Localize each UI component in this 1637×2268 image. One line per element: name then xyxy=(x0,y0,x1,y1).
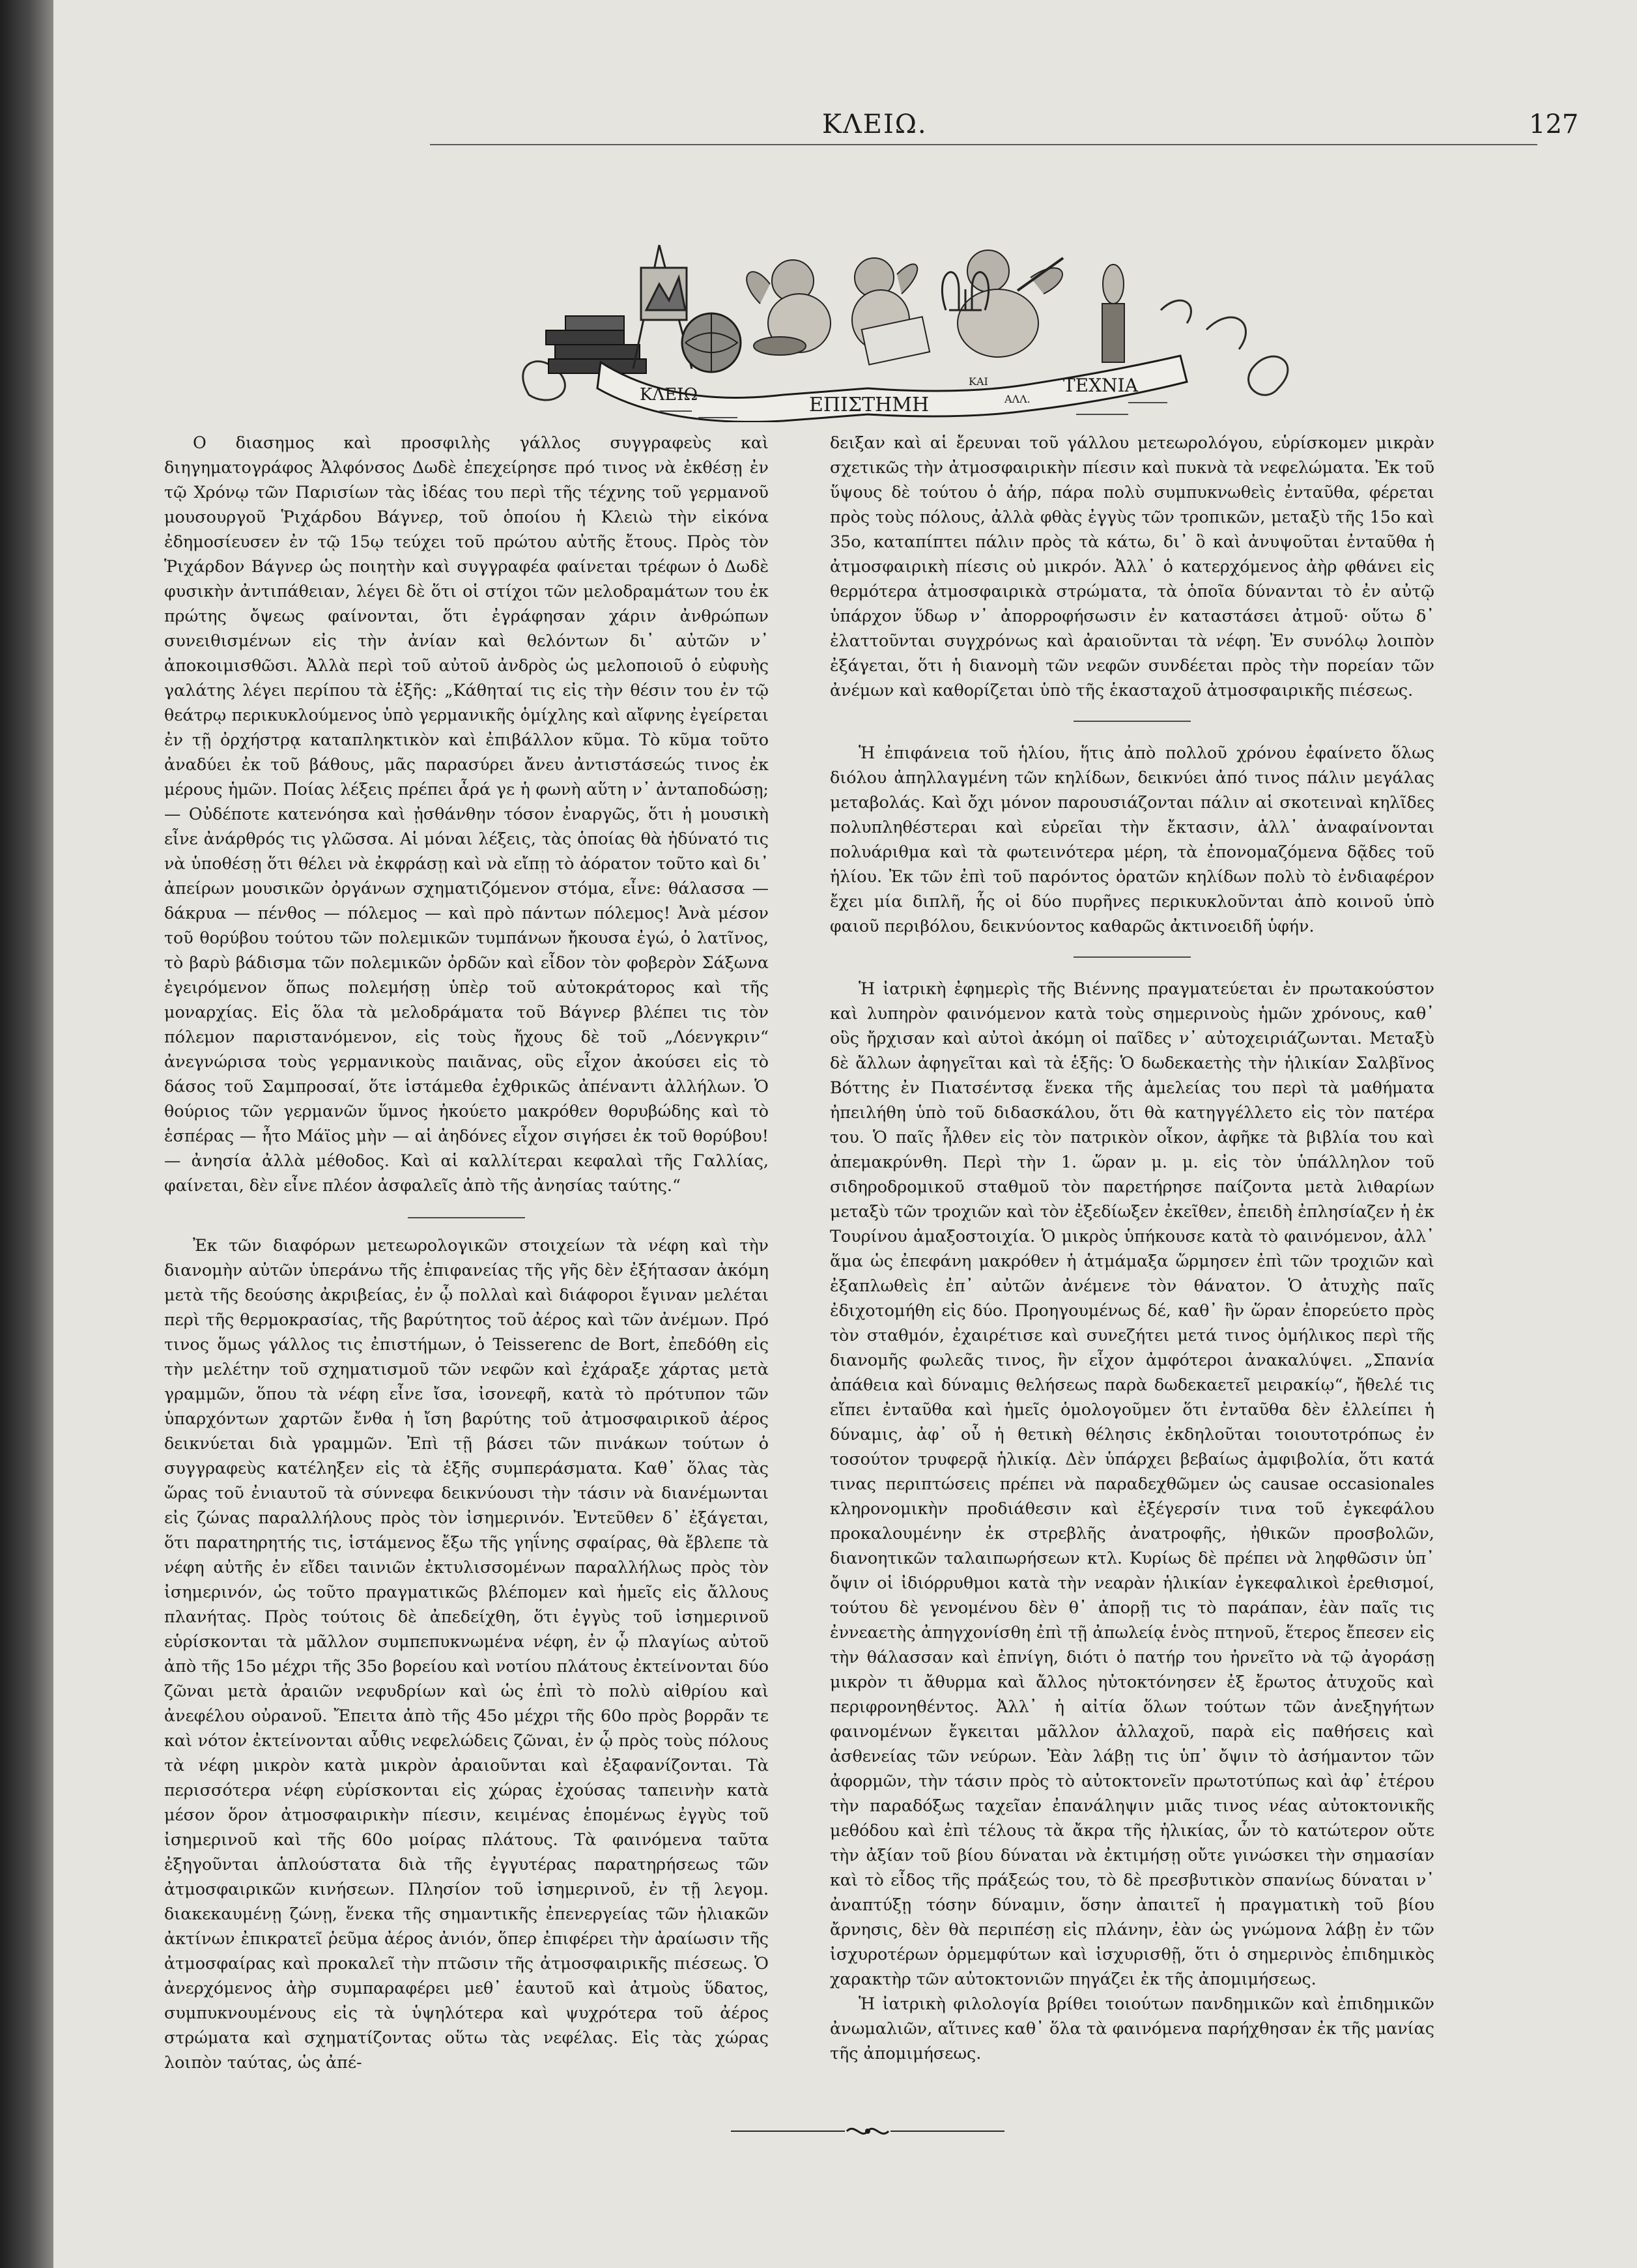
ribbon-label-all: ΑΛΛ. xyxy=(1004,393,1031,405)
page-number: 127 xyxy=(1529,109,1579,139)
cherub-right-icon xyxy=(958,250,1063,357)
sunspots-article: Ἡ ἐπιφάνεια τοῦ ἡλίου, ἥτις ἀπὸ πολλοῦ χρόνου ἐφαίνετο ὅλως διόλου ἀπηλλαγμένη τῶν κηλίδων, δεικνύει ἀπό τινος πάλιν μεγάλας μεταβολάς. Καὶ ὄχι μόνον παρουσιάζονται πάλιν αἱ σκοτειναὶ κηλῖδες πολυπληθέστεραι καὶ εὐρεῖαι τὴν ἔκτασιν, ἀλλ᾽ ἀναφαίνονται πολυάριθμα καὶ τὰ φωτεινότερα μέρη, τὰ ἐπονομαζόμενα δᾷδες τοῦ ἡλίου. Ἐκ τῶν ἐπὶ τοῦ παρόντος ὁρατῶν κηλίδων πολὺ τὸ ἐνδιαφέρον ἔχει μία διπλῆ, ἧς οἱ δύο πυρῆνες περικυκλοῦνται ἀπὸ κοινοῦ ὑπὸ φαιοῦ περιβόλου, δεικνύοντος καθαρῶς ἀκτινοειδῆ ὑφήν. xyxy=(830,743,1434,936)
cherub-middle-icon xyxy=(852,258,930,365)
right-column xyxy=(830,430,1434,2065)
binding-shadow xyxy=(0,0,53,2268)
clouds-article-continued: δειξαν καὶ αἱ ἔρευναι τοῦ γάλλου μετεωρολόγου, εὑρίσκομεν μικρὰν σχετικῶς τὴν ἀτμοσφαιρικὴν πίεσιν καὶ πυκνὰ τὰ νεφελώματα. Ἐκ τοῦ ὕψους δὲ τούτου ὁ ἀήρ, πάρα πολὺ συμπυκνωθεὶς ἐνταῦθα, φέρεται πρὸς τοὺς πόλους, ἀλλὰ φθὰς ἐγγὺς τῶν τροπικῶν, μεταξὺ τῆς 15ο καὶ 35ο, καταπίπτει πάλιν πρὸς τὰ κάτω, δι᾽ ὃ καὶ ἀνυψοῦται ἐνταῦθα ἡ ἀτμοσφαιρικὴ πίεσις οὐ μικρόν. Ἀλλ᾽ ὁ κατερχόμενος ἀὴρ φθάνει εἰς θερμότερα ἀτμοσφαιρικὰ στρώματα, τὰ ὁποῖα δύνανται τὸ ἐν αὐτῷ ὑπάρχον ὕδωρ ν᾽ ἀπορροφήσωσιν ἐν καταστάσει ἀτμοῦ· οὕτω δ᾽ ἐλαττοῦνται συγχρόνως καὶ ἀραιοῦνται τὰ νέφη. Ἐν συνόλῳ λοιπὸν ἐξάγεται, ὅτι ἡ διανομὴ τῶν νεφῶν συνδέεται πρὸς τὴν πορείαν τῶν ἀνέμων καὶ καθορίζεται ὑπὸ τῆς ἑκασταχοῦ ἀτμοσφαιρικῆς πιέσεως. xyxy=(830,433,1434,700)
left-column xyxy=(164,430,769,2074)
end-ornament-icon xyxy=(731,2121,1004,2141)
vignette-illustration xyxy=(503,232,1311,422)
statuette-icon xyxy=(1102,265,1124,362)
header-rule xyxy=(430,144,1537,145)
clouds-article: Ἐκ τῶν διαφόρων μετεωρολογικῶν στοιχείων τὰ νέφη καὶ τὴν διανομὴν αὐτῶν ὑπεράνω τῆς ἐπιφανείας τῆς γῆς δὲν ἐξήτασαν ἀκόμη μετὰ τῆς δεούσης ἀκριβείας, ἐν ᾧ πολλαὶ καὶ διάφοροι ἔγιναν μελέται περὶ τῆς θερμοκρασίας, τῆς βαρύτητος τοῦ ἀέρος καὶ τῶν ἀνέμων. Πρό τινος ὅμως γάλλος τις ἐπιστήμων, ὁ Teisserenc de Bort, ἐπεδόθη εἰς τὴν μελέτην τοῦ σχηματισμοῦ τῶν νεφῶν καὶ ἐχάραξε χάρτας μετὰ γραμμῶν, ὅπου τὰ νέφη εἶνε ἴσα, ἰσονεφῆ, κατὰ τὸ πρότυπον τῶν ὑπαρχόντων χαρτῶν ἔνθα ἡ ἴση βαρύτης τοῦ ἀτμοσφαιρικοῦ ἀέρος δεικνύεται διὰ γραμμῶν. Ἐπὶ τῇ βάσει τῶν πινάκων τούτων ὁ συγγραφεὺς κατέληξεν εἰς τὰ ἑξῆς συμπεράσματα. Καθ᾽ ὅλας τὰς ὥρας τοῦ ἐνιαυτοῦ τὰ σύννεφα δεικνύουσι τὴν τάσιν νὰ διανέμωνται εἰς ζώνας παραλλήλους πρὸς τὸν ἰσημερινόν. Ἐντεῦθεν δ᾽ ἐξάγεται, ὅτι παρατηρητής τις, ἱστάμενος ἔξω τῆς γηΐνης σφαίρας, θὰ ἔβλεπε τὰ νέφη αὐτῆς ἐν εἴδει ταινιῶν ἐκτυλισσομένων παραλλήλως πρὸς τὸν ἰσημερινόν, ὡς τοῦτο πραγματικῶς βλέπομεν καὶ ἡμεῖς εἰς ἄλλους πλανήτας. Πρὸς τούτοις δὲ ἀπεδείχθη, ὅτι ἐγγὺς τοῦ ἰσημερινοῦ εὑρίσκονται τὰ μᾶλλον συμπεπυκνωμένα νέφη, ἐν ᾧ πλαγίως αὐτοῦ ἀπὸ τῆς 15ο μέχρι τῆς 35ο βορείου καὶ νοτίου πλάτους ἐκτείνονται δύο ζῶναι μετὰ ἀραιῶν νεφυδρίων καὶ ὡς ἐπὶ τὸ πολὺ αἰθρίου καὶ ἀνεφέλου οὐρανοῦ. Ἔπειτα ἀπὸ τῆς 45ο μέχρι τῆς 60ο πρὸς βορρᾶν τε καὶ νότον ἐκτείνονται αὖθις νεφελώδεις ζῶναι, ἐν ᾧ πρὸς τοὺς πόλους τὰ νέφη μικρὸν κατὰ μικρὸν ἀραιοῦνται καὶ ἐξαφανίζονται. Τὰ περισσότερα νέφη εὑρίσκονται εἰς χώρας ἐχούσας ταπεινὴν κατὰ μέσον ὅρον ἀτμοσφαιρικὴν πίεσιν, κειμένας ἑπομένως ἐγγὺς τοῦ ἰσημερινοῦ καὶ τῆς 60ο μοίρας πλάτους. Τὰ φαινόμενα ταῦτα ἐξηγοῦνται ἁπλούστατα διὰ τῆς ἐγγυτέρας παρατηρήσεως τῶν ἀτμοσφαιρικῶν κινήσεων. Πλησίον τοῦ ἰσημερινοῦ, ἐν τῇ λεγομ. διακεκαυμένῃ ζώνῃ, ἕνεκα τῆς σημαντικῆς ἐπενεργείας τῶν ἡλιακῶν ἀκτίνων ἐπικρατεῖ ῥεῦμα ἀέρος ἀνιόν, ὅπερ ἐπιφέρει τὴν ἀραίωσιν τῆς ἀτμοσφαίρας καὶ προκαλεῖ τὴν πτῶσιν τῆς ἀτμοσφαιρικῆς πιέσεως. Ὁ ἀνερχόμενος ἀὴρ συμπαραφέρει μεθ᾽ ἑαυτοῦ καὶ ἀτμοὺς ὕδατος, συμπυκνουμένους εἰς τὰ ὑψηλότερα καὶ ψυχρότερα τοῦ ἀέρος στρώματα καὶ σχηματίζοντας οὕτω τὰς νεφέλας. Εἰς τὰς χώρας λοιπὸν ταύτας, ὡς ἀπέ- xyxy=(164,1235,769,2072)
ribbon-label-technia: ΤΕΧΝΙΑ xyxy=(1063,375,1138,396)
cherub-left-icon xyxy=(747,260,831,355)
medical-literature-note: Ἡ ἰατρικὴ φιλολογία βρίθει τοιούτων πανδημικῶν καὶ ἐπιδημικῶν ἀνωμαλιῶν, αἵτινες καθ᾽ ὅλα τὰ φαινόμενα παρήχθησαν ἐκ τῆς μανίας τῆς ἀπομιμήσεως. xyxy=(830,1994,1434,2063)
books-icon xyxy=(546,316,646,373)
running-title: ΚΛΕΙΩ. xyxy=(822,109,928,139)
ribbon-label-episteme: ΕΠΙΣΤΗΜΗ xyxy=(809,394,930,416)
child-suicide-article: Ἡ ἰατρικὴ ἐφημερὶς τῆς Βιέννης πραγματεύεται ἐν πρωτακούστον καὶ λυπηρὸν φαινόμενον κατὰ τοὺς σημερινοὺς ἡμῶν χρόνους, καθ᾽ οὓς ἤρχισαν καὶ αὐτοὶ ἀκόμη οἱ παῖδες ν᾽ αὐτοχειριάζωνται. Μεταξὺ δὲ ἄλλων ἀφηγεῖται καὶ τὰ ἑξῆς: Ὁ δωδεκαετὴς τὴν ἡλικίαν Σαλβῖνος Βόττης ἐν Πιατσέντσᾳ ἕνεκα τῆς ἀμελείας του περὶ τὰ μαθήματα ἠπειλήθη ὑπὸ τοῦ διδασκάλου, ὅτι θὰ κατηγγέλλετο εἰς τὸν πατέρα του. Ὁ παῖς ἦλθεν εἰς τὸν πατρικὸν οἶκον, ἀφῆκε τὰ βιβλία του καὶ ἀπεμακρύνθη. Περὶ τὴν 1. ὥραν μ. μ. εἰς τὸν ὑπάλληλον τοῦ σιδηροδρομικοῦ σταθμοῦ τὸν παρετήρησε παίζοντα μετὰ λιθαρίων μεταξὺ τῶν τροχιῶν καὶ τὸν ἐξεδίωξεν ἐκεῖθεν, ἐπειδὴ ἐπλησίαζεν ἡ ἐκ Τουρίνου ἁμαξοστοιχία. Ὁ μικρὸς ὑπήκουσε κατὰ τὸ φαινόμενον, ἀλλ᾽ ἅμα ὡς ἐπεφάνη μακρόθεν ἡ ἁτμάμαξα ὥρμησεν ἐπὶ τῶν τροχιῶν καὶ ἐξαπλωθεὶς ἐπ᾽ αὐτῶν ἀνέμενε τὸν θάνατον. Ὁ ἀτυχὴς παῖς ἐδιχοτομήθη εἰς δύο. Προηγουμένως δέ, καθ᾽ ἣν ὥραν ἐπορεύετο πρὸς τὸν σταθμόν, ἐχαιρέτισε καὶ συνεζήτει μετά τινος ὁμήλικος περὶ τῆς διανομῆς φωλεᾶς τινος, ἣν εἶχον ἀμφότεροι ἀνακαλύψει. „Σπανία ἀπάθεια καὶ δύναμις θελήσεως παρὰ δωδεκαετεῖ μειρακίῳ“, ἤθελέ τις εἴπει ἐνταῦθα καὶ ἡμεῖς ὁμολογοῦμεν ὅτι ἐνταῦθα δὲν ἐλλείπει ἡ δύναμις, ἀφ᾽ οὗ ἡ θετικὴ θέλησις ἐκδηλοῦται τοιουτοτρόπως ἐν τοσούτον τρυφερᾷ ἡλικίᾳ. Δὲν ὑπάρχει βεβαίως ἀμφιβολία, ὅτι κατά τινας περιπτώσεις πρέπει νὰ παραδεχθῶμεν ὡς causae occasionales κληρονομικὴν προδιάθεσιν καὶ ἐξέγερσίν τινα τοῦ ἐγκεφάλου προκαλουμένην ἐκ στρεβλῆς ἀνατροφῆς, ἠθικῶν προσβολῶν, διανοητικῶν ταλαιπωρήσεων κτλ. Κυρίως δὲ πρέπει νὰ ληφθῶσιν ὑπ᾽ ὄψιν οἱ ἰδιόρρυθμοι κατὰ τὴν νεαρὰν ἡλικίαν ἐγκεφαλικοὶ ἐρεθισμοί, τούτου δὲ γενομένου δὲν θ᾽ ἀπορῇ τις τὸ παράπαν, ἐὰν παῖς τις ἐννεαετὴς ἀπηγχονίσθη ἐπὶ τῇ ἀπωλείᾳ ἑνὸς πτηνοῦ, ἕτερος ἔπεσεν εἰς τὴν θάλασσαν καὶ ἐπνίγη, διότι ὁ πατήρ του ἠρνεῖτο νὰ τῷ ἀγοράσῃ μικρὸν τι ἄθυρμα καὶ ἄλλος ηὐτοκτόνησεν ἐξ ἔρωτος ἀτυχοῦς καὶ περιφρονηθέντος. Ἀλλ᾽ ἡ αἰτία ὅλων τούτων τῶν ἀνεξηγήτων φαινομένων ἔγκειται μᾶλλον ἀλλαχοῦ, παρὰ εἰς παθήσεις καὶ ἀσθενείας τῶν νεύρων. Ἐὰν λάβῃ τις ὑπ᾽ ὄψιν τὸ ἀσήμαντον τῶν ἀφορμῶν, τὴν τάσιν πρὸς τὸ αὐτοκτονεῖν πρωτοτύπως καὶ ἀφ᾽ ἑτέρου τὴν παραδόξως ταχεῖαν ἐπανάληψιν μιᾶς τινος νέας αὐτοκτονικῆς μεθόδου καὶ ἐπὶ τέλους τὰ ἄκρα τῆς ἡλικίας, ὧν τὸ κατώτερον οὔτε τὴν ἀξίαν τοῦ βίου δύναται νὰ ἐκτιμήσῃ οὔτε γινώσκει τὴν σημασίαν καὶ τὸ εἶδος τῆς πράξεώς του, τὸ δὲ πρεσβυτικὸν σπανίως δύναται ν᾽ ἀναπτύξῃ τόσην δύναμιν, ὅσην ἀπαιτεῖ ἡ πραγματικὴ τοῦ βίου ἄρνησις, δὲν θὰ περιπέσῃ εἰς πλάνην, ἐὰν ὡς γνώμονα λάβῃ ἐν τῶν ἰσχυροτέρων ὁρμεμφύτων καὶ ἰσχυρισθῇ, ὅτι ὁ σημερινὸς ἐπιδημικὸς χαρακτὴρ τῶν αὐτοκτονιῶν πηγάζει ἐκ τῆς ἀπομιμήσεως. xyxy=(830,979,1434,1988)
globe-icon xyxy=(682,313,741,372)
ribbon-label-kai: ΚΑΙ xyxy=(969,375,988,388)
ribbon-label-kleio: ΚΛΕΙΩ xyxy=(640,385,698,405)
article-separator xyxy=(1074,956,1191,958)
article-separator xyxy=(408,1217,525,1218)
page xyxy=(53,0,1637,2268)
article-separator xyxy=(1074,721,1191,722)
ribbon-banner xyxy=(597,356,1187,422)
wagner-article: Ο διασημος καὶ προσφιλὴς γάλλος συγγραφεὺς καὶ διηγηματογράφος Ἀλφόνσος Δωδὲ ἐπεχείρησε πρό τινος νὰ ἐκθέσῃ ἐν τῷ Χρόνῳ τῶν Παρισίων τὰς ἰδέας του περὶ τῆς τέχνης τοῦ γερμανοῦ μουσουργοῦ Ῥιχάρδου Βάγνερ, τοῦ ὁποίου ἡ Κλειὼ τὴν εἰκόνα ἐδημοσίευσεν ἐν τῷ 15ῳ τεύχει τοῦ πρώτου αὐτῆς ἔτους. Πρὸς τὸν Ῥιχάρδον Βάγνερ ὡς ποιητὴν καὶ συγγραφέα φαίνεται τρέφων ὁ Δωδὲ φυσικὴν ἀντιπάθειαν, λέγει δὲ ὅτι οἱ στίχοι τῶν μελοδραμάτων του ἐκ πρώτης ὄψεως φαίνονται, ὅτι ἐγράφησαν χάριν ἀνθρώπων συνειθισμένων εἰς τὴν ἀνίαν καὶ θελόντων δι᾽ αὐτῶν ν᾽ ἀποκοιμισθῶσι. Ἀλλὰ περὶ τοῦ αὐτοῦ ἀνδρὸς ὡς μελοποιοῦ ὁ εὐφυὴς γαλάτης λέγει περίπου τὰ ἑξῆς: „Κάθηταί τις εἰς τὴν θέσιν του ἐν τῷ θεάτρῳ περικυκλούμενος ὑπὸ γερμανικῆς ὁμίχλης καὶ αἴφνης ἐγείρεται ἐν τῇ ὀρχήστρᾳ καταπληκτικὸν καὶ ἐπιβάλλον κῦμα. Τὸ κῦμα τοῦτο ἀναδύει ἐκ τοῦ βάθους, μᾶς παρασύρει ἄνευ ἀντιστάσεώς τινος ἐκ μέρους ἡμῶν. Ποίας λέξεις πρέπει ἆρά γε ἡ φωνὴ αὕτη ν᾽ ἀνταποδώσῃ; — Οὐδέποτε κατενόησα καὶ ᾐσθάνθην τόσον ἐναργῶς, ὅτι ἡ μουσικὴ εἶνε ἀνάρθρός τις γλῶσσα. Αἱ μόναι λέξεις, τὰς ὁποίας θὰ ἠδύνατό τις νὰ ὑποθέσῃ ὅτι θέλει νὰ ἐκφράσῃ καὶ νὰ εἴπῃ τὸ ἀόρατον τοῦτο καὶ δι᾽ ἀπείρων μουσικῶν ὀργάνων σχηματιζόμενον στόμα, εἶνε: θάλασσα — δάκρυα — πένθος — πόλεμος — καὶ πρὸ πάντων πόλεμος! Ἀνὰ μέσον τοῦ θορύβου τούτου τῶν πολεμικῶν τυμπάνων ἤκουσα ἐγώ, ὁ λατῖνος, τὸ βαρὺ βάδισμα τῶν πολεμικῶν ὀρδῶν καὶ εἶδον τὸν φοβερὸν Σάξωνα ἐγειρόμενον ὅπως πολεμήσῃ ὑπὲρ τοῦ αὐτοκράτορος καὶ τῆς μοναρχίας. Εἰς ὅλα τὰ μελοδράματα τοῦ Βάγνερ βλέπει τις τὸν πόλεμον παριστανόμενον, εἰς τοὺς ἤχους δὲ τοῦ „Λόενγκριν“ ἀνεγνώρισα τοὺς γερμανικοὺς παιᾶνας, οὓς εἶχον ἀκούσει εἰς τὸ δάσος τοῦ Σαμπροσαί, ὅτε ἱστάμεθα ἐχθρικῶς ἀπέναντι ἀλλήλων. Ὁ θούριος τῶν γερμανῶν ὕμνος ἠκούετο μακρόθεν θορυβώδης καὶ τὸ ἑσπέρας — ἦτο Μάϊος μὴν — αἱ ἀηδόνες εἶχον σιγήσει ἐκ τοῦ θορύβου! — ἀνησία ἀλλὰ μέθοδος. Καὶ αἱ καλλίτεραι κεφαλαὶ τῆς Γαλλίας, φαίνεται, δὲν εἶνε πλέον ἀσφαλεῖς ἀπὸ τῆς ἀνησίας ταύτης.“ xyxy=(164,433,769,1195)
